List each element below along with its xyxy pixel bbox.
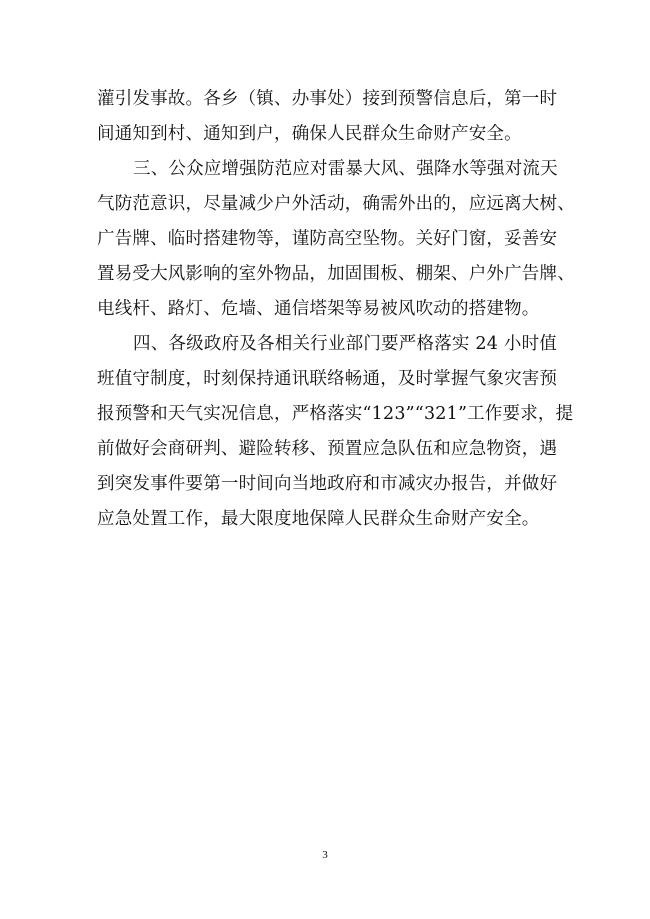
text-line: 气防范意识，尽量减少户外活动，确需外出的，应远离大树、 [97,194,575,214]
text-line: 报预警和天气实况信息，严格落实“123”“321”工作要求，提 [97,404,574,424]
paragraph-continuation [97,82,557,152]
page-number: 3 [322,849,328,861]
text-line: 广告牌、临时搭建物等，谨防高空坠物。关好门窗，妥善安 [97,229,558,249]
text-line: 应急处置工作，最大限度地保障人民群众生命财产安全。 [97,509,540,529]
paragraph-3-public-precautions [97,152,575,327]
text-line: 置易受大风影响的室外物品，加固围板、棚架、户外广告牌、 [97,264,575,284]
text-line: 三、公众应增强防范应对雷暴大风、强降水等强对流天 [133,159,558,179]
text-line: 前做好会商研判、避险转移、预置应急队伍和应急物资，遇 [97,439,558,459]
text-line: 间通知到村、通知到户，确保人民群众生命财产安全。 [97,124,522,144]
paragraph-4-government-duty [97,327,574,537]
text-line: 四、各级政府及各相关行业部门要严格落实 24 小时值 [133,334,557,354]
text-line: 灌引发事故。各乡（镇、办事处）接到预警信息后，第一时 [97,89,558,109]
text-line: 到突发事件要第一时间向当地政府和市减灾办报告，并做好 [97,474,558,494]
text-line: 班值守制度，时刻保持通讯联络畅通，及时掌握气象灾害预 [97,369,558,389]
document-body [97,82,575,537]
text-line: 电线杆、路灯、危墙、通信塔架等易被风吹动的搭建物。 [97,299,540,319]
